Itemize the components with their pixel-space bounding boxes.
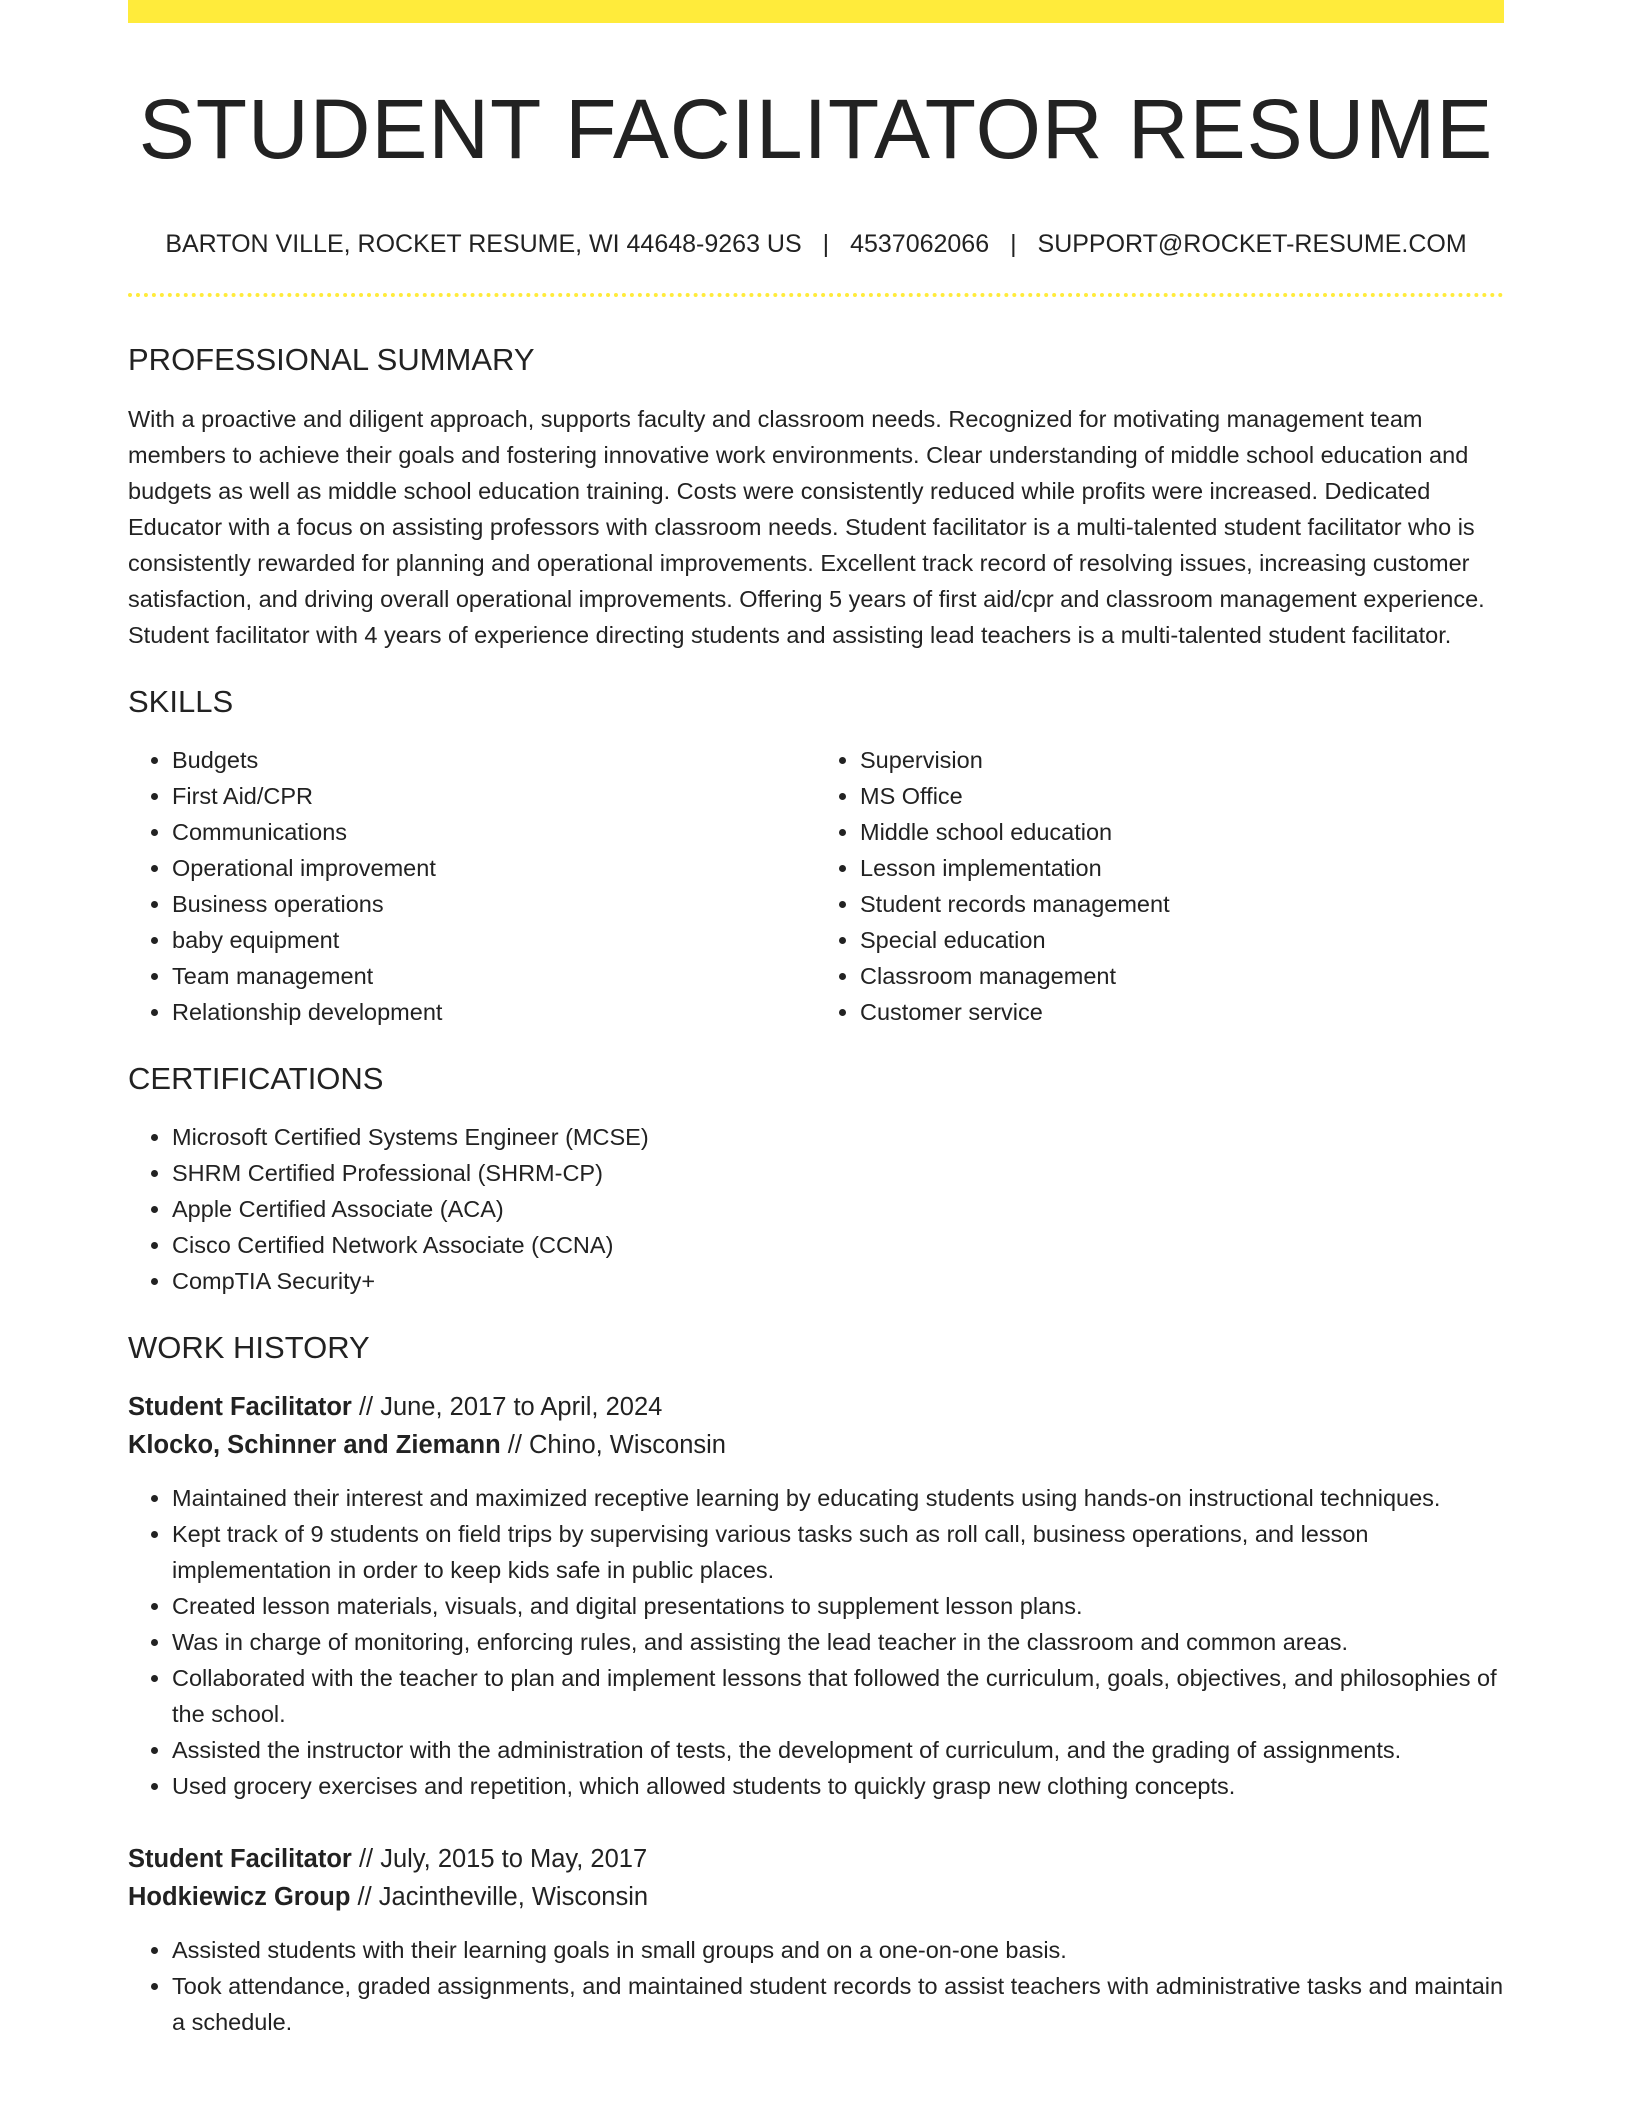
job-company-line: [128, 1426, 1504, 1464]
job-company-line: [128, 1878, 1504, 1916]
skill-item: • Middle school education: [860, 814, 1504, 850]
certification-item: • CompTIA Security+: [172, 1263, 1504, 1299]
job-company: Hodkiewicz Group: [128, 1883, 351, 1912]
skill-item: • Special education: [860, 922, 1504, 958]
job-location: // Jacintheville, Wisconsin: [350, 1883, 649, 1912]
job-title-line: [128, 1388, 1504, 1426]
skill-item: • First Aid/CPR: [172, 778, 816, 814]
summary-heading: PROFESSIONAL SUMMARY: [128, 342, 535, 378]
skill-item: • baby equipment: [172, 922, 816, 958]
skill-item: • Operational improvement: [172, 850, 816, 886]
job-bullet: • Maintained their interest and maximized receptive learning by educating students using hands-on instructional techniques.: [172, 1480, 1504, 1516]
job-bullet: • Took attendance, graded assignments, and maintained student records to assist teachers with administrative tasks and maintain a schedule.: [172, 1968, 1504, 2040]
resume-title: STUDENT FACILITATOR RESUME: [138, 82, 1494, 176]
dotted-divider: [128, 293, 1504, 297]
skills-columns: [128, 742, 1504, 1030]
job-bullet: • Kept track of 9 students on field trips by supervising various tasks such as roll call, business operations, and lesson implementation in order to keep kids safe in public places.: [172, 1516, 1504, 1588]
job-bullet-list: [128, 1932, 1504, 2040]
skill-item: • Classroom management: [860, 958, 1504, 994]
skills-list-right: [816, 742, 1504, 1030]
skill-item: • Supervision: [860, 742, 1504, 778]
accent-top-bar: [128, 0, 1504, 23]
certifications-list: [128, 1119, 1504, 1299]
certifications-heading: CERTIFICATIONS: [128, 1060, 384, 1096]
contact-phone: 4537062066: [850, 230, 990, 259]
job-title: Student Facilitator: [128, 1393, 352, 1422]
contact-address: BARTON VILLE, ROCKET RESUME, WI 44648-9263 US: [165, 230, 802, 259]
job-company: Klocko, Schinner and Ziemann: [128, 1431, 501, 1460]
job-title-line: [128, 1840, 1504, 1878]
job-entry: [128, 1388, 1504, 1804]
skill-item: • MS Office: [860, 778, 1504, 814]
job-bullet: • Used grocery exercises and repetition, which allowed students to quickly grasp new clothing concepts.: [172, 1768, 1504, 1804]
job-bullet: • Assisted students with their learning goals in small groups and on a one-on-one basis.: [172, 1932, 1504, 1968]
certification-item: • Apple Certified Associate (ACA): [172, 1191, 1504, 1227]
contact-separator: |: [822, 230, 830, 259]
job-location: // Chino, Wisconsin: [500, 1431, 726, 1460]
skills-heading: SKILLS: [128, 683, 234, 719]
work-history-heading: WORK HISTORY: [128, 1329, 370, 1365]
skill-item: • Relationship development: [172, 994, 816, 1030]
skills-list-left: [128, 742, 816, 1030]
skill-item: • Lesson implementation: [860, 850, 1504, 886]
summary-text: With a proactive and diligent approach, supports faculty and classroom needs. Recognized for motivating management team members to achieve their goals and fostering innovative work environments. Clear understanding of middle school education and budgets as well as middle school education training. Costs were consistently reduced while profits were increased. Dedicated Educator with a focus on assisting professors with classroom needs. Student facilitator is a multi-talented student facilitator who is consistently rewarded for planning and operational improvements. Excellent track record of resolving issues, increasing customer satisfaction, and driving overall operational improvements. Offering 5 years of first aid/cpr and classroom management experience. Student facilitator with 4 years of experience directing students and assisting lead teachers is a multi-talented student facilitator.: [128, 405, 1485, 648]
skill-item: • Team management: [172, 958, 816, 994]
job-title: Student Facilitator: [128, 1845, 352, 1874]
skill-item: • Student records management: [860, 886, 1504, 922]
job-bullet: • Collaborated with the teacher to plan and implement lessons that followed the curriculum, goals, objectives, and philosophies of the school.: [172, 1660, 1504, 1732]
certification-item: • Cisco Certified Network Associate (CCNA): [172, 1227, 1504, 1263]
job-dates: // July, 2015 to May, 2017: [351, 1845, 648, 1874]
certification-item: • Microsoft Certified Systems Engineer (MCSE): [172, 1119, 1504, 1155]
contact-separator: |: [1010, 230, 1017, 259]
skill-item: • Communications: [172, 814, 816, 850]
skill-item: • Customer service: [860, 994, 1504, 1030]
job-bullet: • Created lesson materials, visuals, and digital presentations to supplement lesson plans.: [172, 1588, 1504, 1624]
resume-page: [128, 0, 1504, 2040]
contact-email: SUPPORT@ROCKET-RESUME.COM: [1037, 230, 1467, 259]
certification-item: • SHRM Certified Professional (SHRM-CP): [172, 1155, 1504, 1191]
job-entry: [128, 1840, 1504, 2040]
job-bullet: • Assisted the instructor with the administration of tests, the development of curriculum, and the grading of assignments.: [172, 1732, 1504, 1768]
skill-item: • Budgets: [172, 742, 816, 778]
contact-line: [128, 229, 1504, 259]
job-bullet-list: [128, 1480, 1504, 1804]
job-bullet: • Was in charge of monitoring, enforcing rules, and assisting the lead teacher in the classroom and common areas.: [172, 1624, 1504, 1660]
skill-item: • Business operations: [172, 886, 816, 922]
job-dates: // June, 2017 to April, 2024: [351, 1393, 663, 1422]
